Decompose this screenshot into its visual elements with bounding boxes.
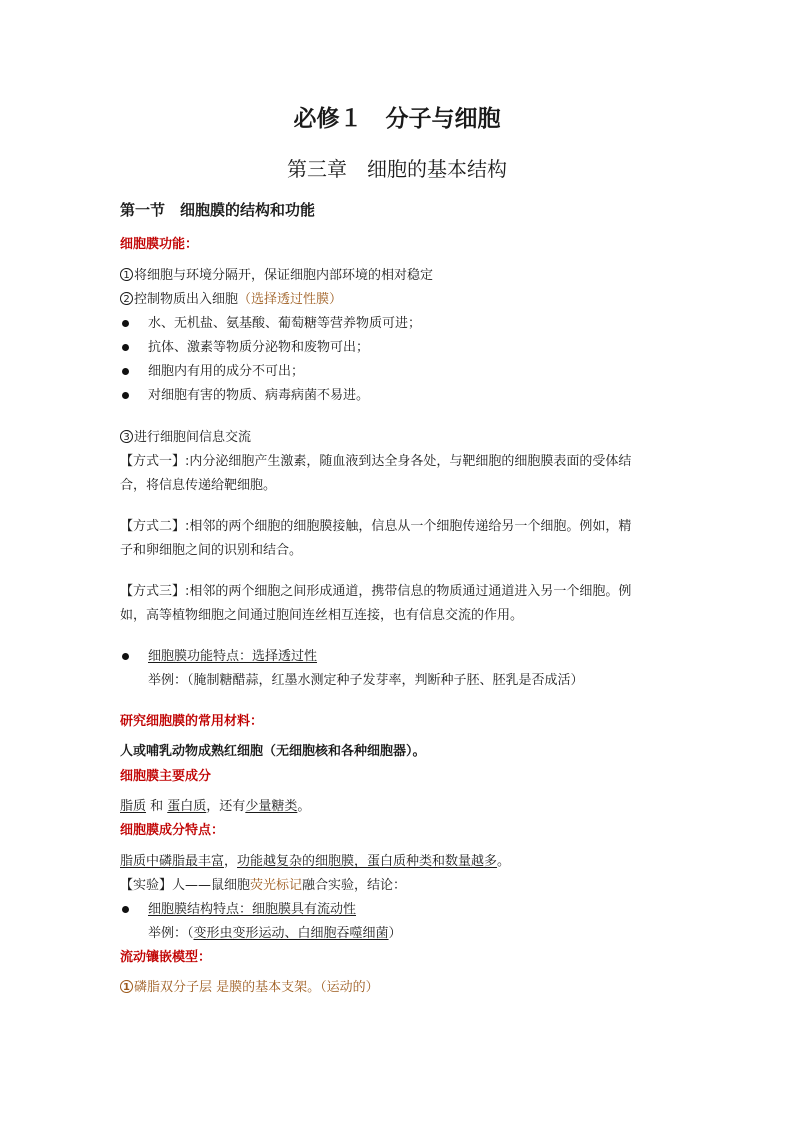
list-item: 对细胞有害的物质、病毒病菌不易进。 xyxy=(148,388,370,403)
bullet-dot xyxy=(122,906,129,913)
way-2-line-2: 子和卵细胞之间的识别和结合。 xyxy=(120,543,303,558)
bullet-dot xyxy=(122,653,129,660)
circle-number-1: 1 xyxy=(120,980,133,993)
heading-membrane-function: 细胞膜功能： xyxy=(120,237,199,252)
bullet-dot xyxy=(122,368,129,375)
function-feature: 细胞膜功能特点：选择透过性 xyxy=(148,649,318,664)
circle-number-2: 2 xyxy=(120,292,133,305)
function-feature-example: 举例：（腌制糖醋蒜，红墨水测定种子发芽率，判断种子胚、胚乳是否成活） xyxy=(148,673,584,688)
heading-research-material: 研究细胞膜的常用材料： xyxy=(120,714,264,729)
experiment-line: 【实验】人——鼠细胞荧光标记融合实验，结论： xyxy=(120,878,407,893)
section-title: 第一节 细胞膜的结构和功能 xyxy=(120,201,316,219)
list-item: 细胞内有用的成分不可出； xyxy=(148,364,305,379)
components-text: 脂质 和 蛋白质，还有少量糖类。 xyxy=(120,799,311,814)
bullet-dot xyxy=(122,344,129,351)
selective-membrane-note: 选择透过性膜 xyxy=(251,292,330,307)
function-item-3: 3 进行细胞间信息交流 xyxy=(120,429,251,447)
way-1-line-1: 【方式一】:内分泌细胞产生激素，随血液到达全身各处，与靶细胞的细胞膜表面的受体结 xyxy=(120,454,632,469)
way-2-line-1: 【方式二】:相邻的两个细胞的细胞膜接触，信息从一个细胞传递给另一个细胞。例如，精 xyxy=(120,519,632,534)
way-1-line-2: 合，将信息传递给靶细胞。 xyxy=(120,478,277,493)
list-item: 抗体、激素等物质分泌物和废物可出； xyxy=(148,340,370,355)
circle-number-3: 3 xyxy=(120,430,133,443)
way-3-line-2: 如，高等植物细胞之间通过胞间连丝相互连接，也有信息交流的作用。 xyxy=(120,608,524,623)
way-3-line-1: 【方式三】:相邻的两个细胞之间形成通道，携带信息的物质通过通道进入另一个细胞。例 xyxy=(120,584,632,599)
research-material-text: 人或哺乳动物成熟红细胞（无细胞核和各种细胞器）。 xyxy=(120,744,426,759)
list-item: 水、无机盐、氨基酸、葡萄糖等营养物质可进； xyxy=(148,316,422,331)
heading-main-components: 细胞膜主要成分 xyxy=(120,769,212,784)
bullet-dot xyxy=(122,392,129,399)
function-item-2: 2 控制物质出入细胞（选择透过性膜） xyxy=(120,291,342,309)
page-title: 必修１ 分子与细胞 xyxy=(293,106,501,132)
component-features-text: 脂质中磷脂最丰富，功能越复杂的细胞膜，蛋白质种类和数量越多。 xyxy=(120,854,511,869)
structure-feature: 细胞膜结构特点：细胞膜具有流动性 xyxy=(148,902,357,917)
circle-number-1: 1 xyxy=(120,268,133,281)
heading-component-features: 细胞膜成分特点： xyxy=(120,823,225,838)
function-item-1: 1 将细胞与环境分隔开，保证细胞内部环境的相对稳定 xyxy=(120,267,433,285)
bullet-dot xyxy=(122,320,129,327)
chapter-title: 第三章 细胞的基本结构 xyxy=(287,157,507,181)
model-item-1: 1 磷脂双分子层 是膜的基本支架。（运动的） xyxy=(120,979,379,997)
heading-fluid-mosaic-model: 流动镶嵌模型： xyxy=(120,950,212,965)
structure-feature-example: 举例：（变形虫变形运动、白细胞吞噬细菌） xyxy=(148,926,402,941)
